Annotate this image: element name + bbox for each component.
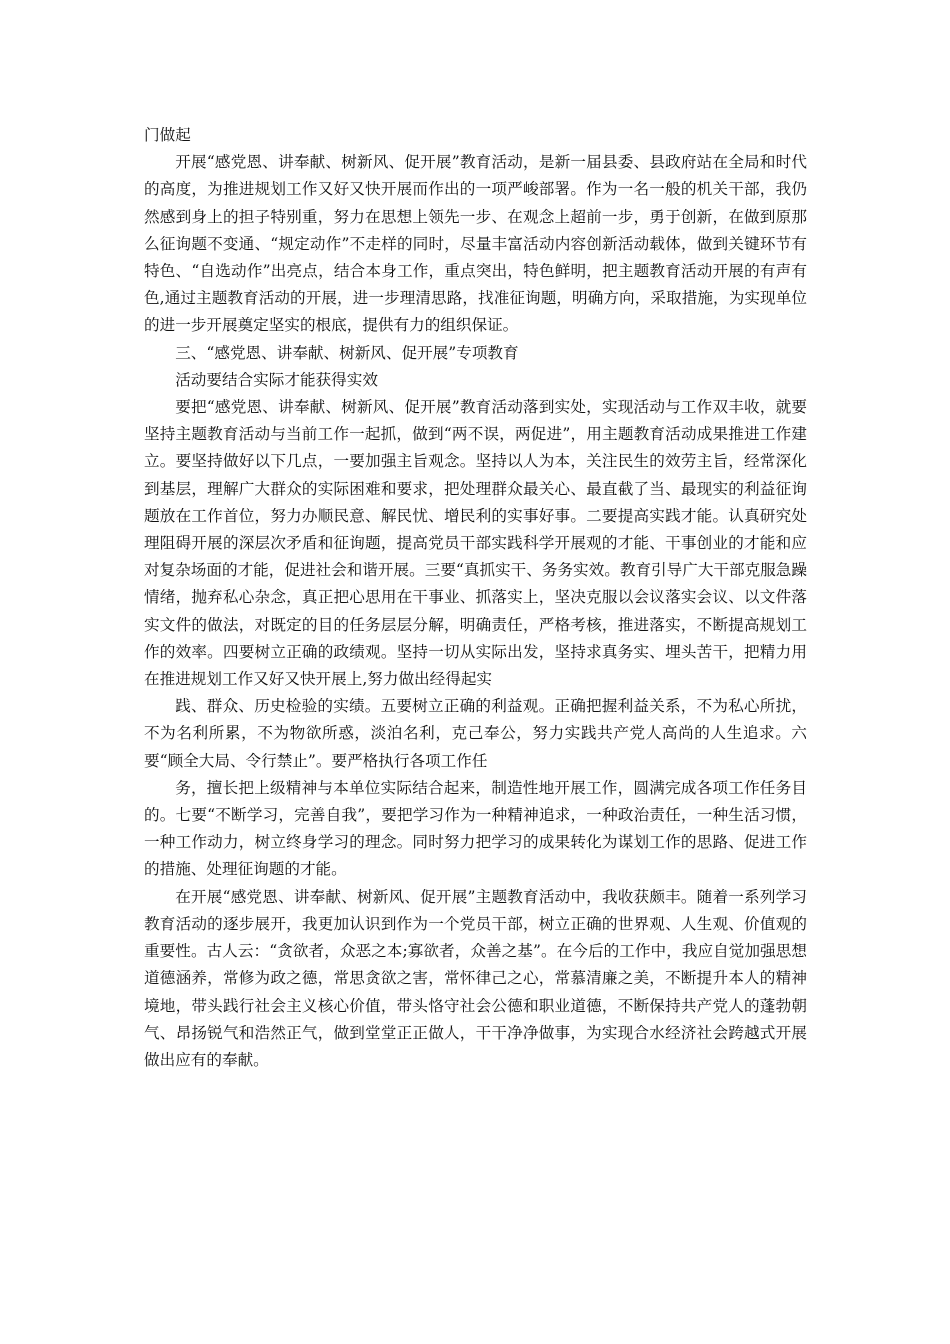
paragraph-requirements: 要把“感党恩、讲奉献、树新风、促开展”教育活动落到实处，实现活动与工作双丰收，就要坚持主题教育活动与当前工作一起抓，做到“两不误，两促进”，用主题教育活动成果推进工作建立。要坚持做好以下几点，一要加强主旨观念。坚持以人为本，关注民生的效劳主旨，经常深化到基层，理解广大群众的实际困难和要求，把处理群众最关心、最直截了当、最现实的利益征询题放在工作首位，努力办顺民意、解民忧、增民利的实事好事。二要提高实践才能。认真研究处理阻碍开展的深层次矛盾和征询题，提高党员干部实践科学开展观的才能、干事创业的才能和应对复杂场面的才能，促进社会和谐开展。三要“真抓实干、务务实效。教育引导广大干部克服急躁情绪，抛弃私心杂念，真正把心思用在干事业、抓落实上，坚决克服以会议落实会议、以文件落实文件的做法，对既定的目的任务层层分解，明确责任，严格考核，推进落实，不断提高规划工作的效率。四要树立正确的政绩观。坚持一切从实际出发，坚持求真务实、埋头苦干，把精力用在推进规划工作又好又快开展上,努力做出经得起实 — [144, 398, 807, 689]
document-page — [144, 122, 807, 1074]
section-heading-three-continued: 活动要结合实际才能获得实效 — [175, 370, 378, 389]
paragraph-requirements-continued: 践、群众、历史检验的实绩。五要树立正确的利益观。正确把握利益关系，不为私心所扰，不为名利所累，不为物欲所惑，淡泊名利，克己奉公，努力实践共产党人高尚的人生追求。六要“顾全大局、令行禁止”。要严格执行各项工作任 — [144, 697, 807, 770]
paragraph-continuation: 门做起 — [144, 126, 191, 144]
section-heading-three: 三、“感党恩、讲奉献、树新风、促开展”专项教育 — [175, 343, 519, 362]
paragraph-conclusion: 在开展“感党恩、讲奉献、树新风、促开展”主题教育活动中，我收获颇丰。随着一系列学习教育活动的逐步展开，我更加认识到作为一个党员干部，树立正确的世界观、人生观、价值观的重要性。古人云：“贪欲者，众恶之本;寡欲者，众善之基”。在今后的工作中，我应自觉加强思想道德涵养，常修为政之德，常思贪欲之害，常怀律己之心，常慕清廉之美，不断提升本人的精神境地，带头践行社会主义核心价值，带头恪守社会公德和职业道德，不断保持共产党人的蓬勃朝气、昂扬锐气和浩然正气，做到堂堂正正做人，干干净净做事，为实现合水经济社会跨越式开展做出应有的奉献。 — [144, 887, 807, 1069]
paragraph-activity-significance: 开展“感党恩、讲奉献、树新风、促开展”教育活动，是新一届县委、县政府站在全局和时代的高度，为推进规划工作又好又快开展而作出的一项严峻部署。作为一名一般的机关干部，我仍然感到身上的担子特别重，努力在思想上领先一步、在观念上超前一步，勇于创新，在做到原那么征询题不变通、“规定动作”不走样的同时，尽量丰富活动内容创新活动载体，做到关键环节有特色、“自选动作”出亮点，结合本身工作，重点突出，特色鲜明，把主题教育活动开展的有声有色,通过主题教育活动的开展，进一步理清思路，找准征询题，明确方向，采取措施，为实现单位的进一步开展奠定坚实的根底，提供有力的组织保证。 — [144, 153, 807, 335]
paragraph-learning: 务，擅长把上级精神与本单位实际结合起来，制造性地开展工作，圆满完成各项工作任务目的。七要“不断学习，完善自我”，要把学习作为一种精神追求，一种政治责任，一种生活习惯，一种工作动力，树立终身学习的理念。同时努力把学习的成果转化为谋划工作的思路、促进工作的措施、处理征询题的才能。 — [144, 778, 807, 879]
